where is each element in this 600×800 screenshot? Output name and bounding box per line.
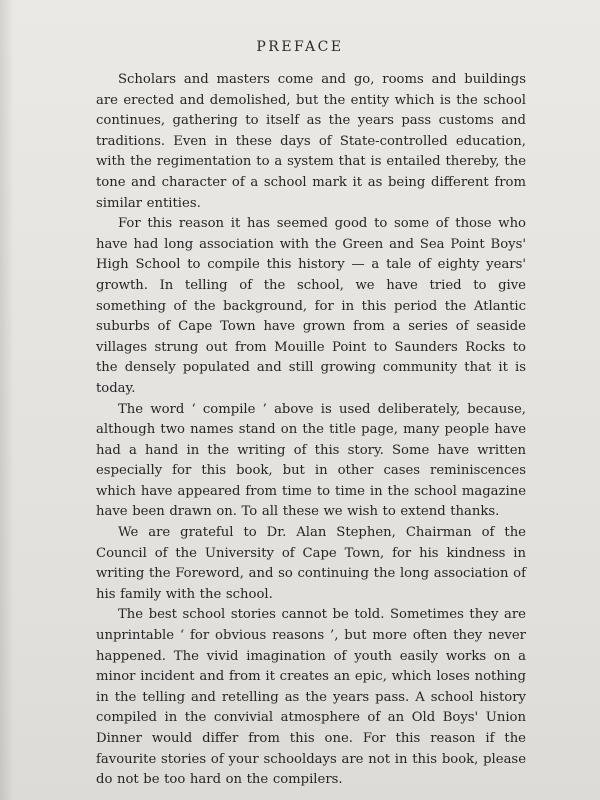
paragraph: For this reason it has seemed good to some of those who have had long association with the Green and Sea Point Boys' High School to compile this history — a tale of eighty years' growth. In telling of the school, we have tried to give something of the background, for in this period the Atlantic suburbs of Cape Town have grown from a series of seaside villages strung out from Mouille Point to Saunders Rocks to the densely populated and still growing community that it is today.	[96, 216, 526, 396]
paragraph: The best school stories cannot be told. Sometimes they are unprintable ‘ for obvious reasons ’, but more often they never happened. The vivid imagination of youth easily works on a minor incident and from it creates an epic, which loses nothing in the telling and retelling as the years pass. A school history compiled in the convivial atmosphere of an Old Boys' Union Dinner would differ from this one. For this reason if the favourite stories of your schooldays are not in this book, please do not be too hard on the compilers.	[96, 607, 526, 788]
paragraph: The word ‘ compile ’ above is used deliberately, because, although two names stand on the title page, many people have had a hand in the writing of this story. Some have written especially for this book, but in other cases reminiscences which have appeared from time to time in the school magazine have been drawn on. To all these we wish to extend thanks.	[96, 401, 526, 520]
page-title: PREFACE	[256, 39, 344, 55]
paragraph: We are grateful to Dr. Alan Stephen, Chairman of the Council of the University of Cape Town, for his kindness in writing the Foreword, and so continuing the long association of his family with the school.	[96, 525, 526, 602]
paragraph: Scholars and masters come and go, rooms and buildings are erected and demolished, but the entity which is the school continues, gathering to itself as the years pass customs and traditions. Even in these days of State-controlled education, with the regimentation to a system that is entailed thereby, the tone and character of a school mark it as being different from similar entities.	[96, 72, 526, 211]
page-edge-shadow	[0, 0, 14, 800]
preface-body	[96, 70, 526, 791]
